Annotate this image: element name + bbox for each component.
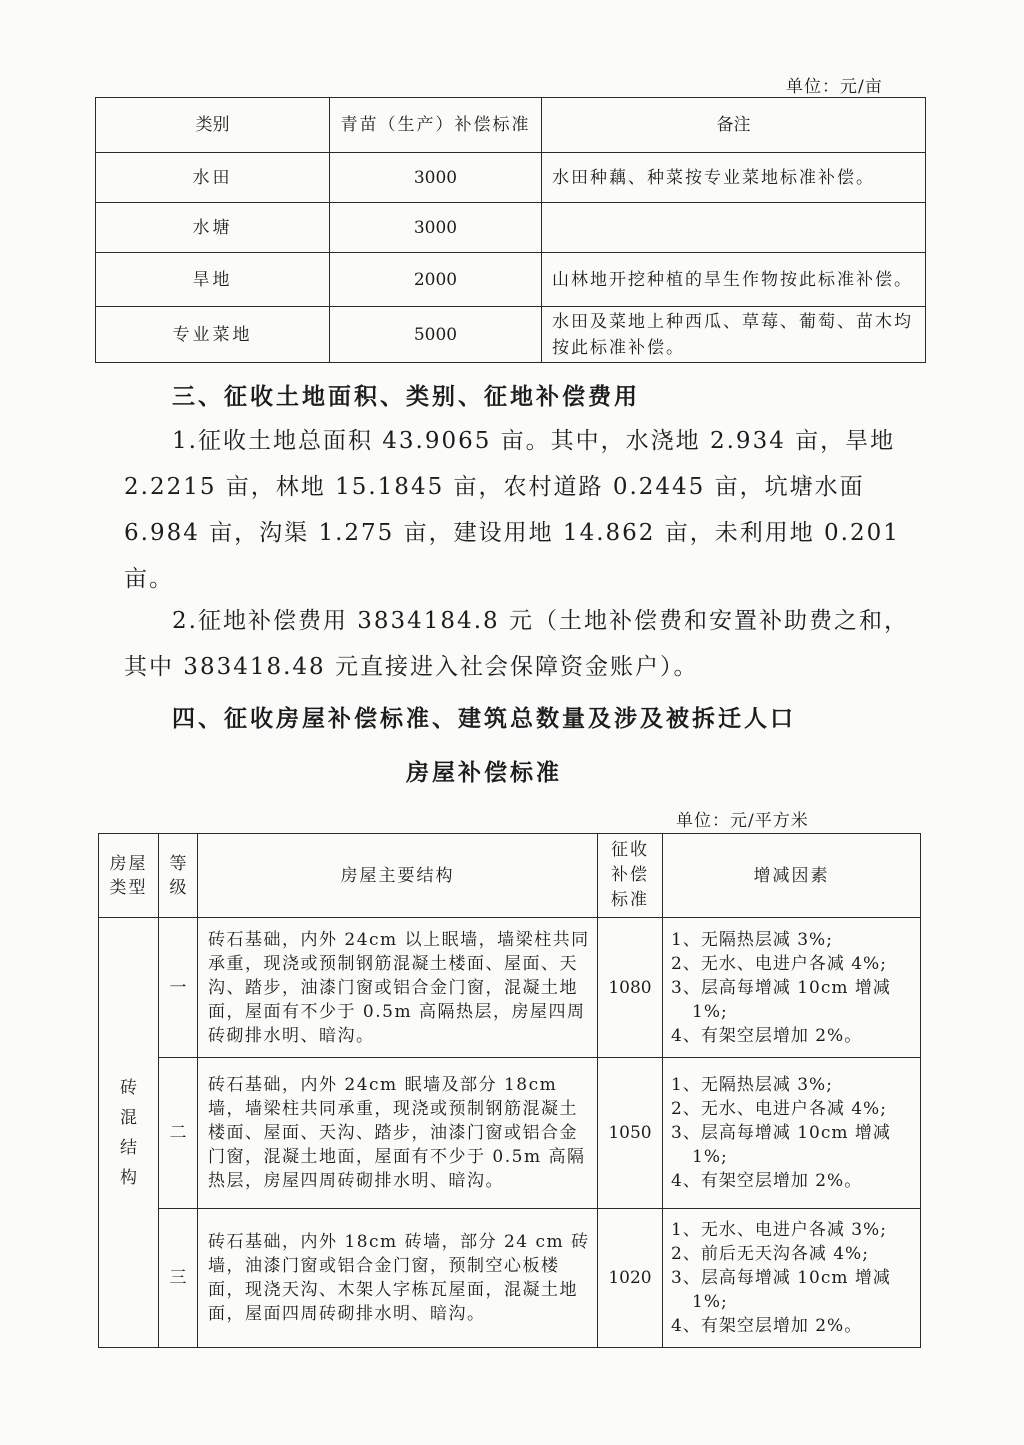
- table-row: [99, 1058, 921, 1209]
- house-type-text: 砖混结构: [120, 1077, 137, 1188]
- section3-paragraph-1: 1.征收土地总面积 43.9065 亩。其中，水浇地 2.934 亩，旱地 2.2215 亩，林地 15.1845 亩，农村道路 0.2445 亩，坑塘水面 6.984 亩，沟渠 1.275 亩，建设用地 14.862 亩，未利用地 0.201 亩。: [124, 428, 900, 592]
- cell-category: 旱地: [96, 253, 330, 307]
- cell-price: 1050: [598, 1058, 663, 1209]
- cell-standard: 2000: [330, 253, 542, 307]
- factor-item: 1、无隔热层减 3%;: [671, 1075, 833, 1095]
- factor-item: 3、层高每增减 10cm 增减: [671, 977, 891, 998]
- cell-category: 水田: [96, 153, 330, 203]
- factor-item: 2、无水、电进户各减 4%;: [671, 953, 887, 974]
- section3-paragraph-2: 2.征地补偿费用 3834184.8 元（土地补偿费和安置补助费之和，其中 383418.48 元直接进入社会保障资金账户）。: [124, 608, 909, 680]
- table-header-row: [96, 98, 926, 153]
- header-standard: 青苗（生产）补偿标准: [330, 98, 542, 153]
- factor-item: 1、无水、电进户各减 3%;: [671, 1220, 887, 1240]
- header-structure: 房屋主要结构: [198, 834, 598, 918]
- cell-factors: [663, 1058, 921, 1209]
- cell-grade: 一: [159, 918, 198, 1058]
- table-row: [99, 918, 921, 1058]
- header-factors: 增减因素: [663, 834, 921, 918]
- cell-price: 1020: [598, 1209, 663, 1348]
- green-crop-compensation-table: [95, 97, 926, 363]
- cell-standard: 3000: [330, 153, 542, 203]
- cell-grade: 三: [159, 1209, 198, 1348]
- house-table-title: 房屋补偿标准: [406, 759, 562, 786]
- header-price: [598, 834, 663, 918]
- factor-item: 1%;: [692, 1147, 728, 1167]
- cell-category: 水塘: [96, 203, 330, 253]
- header-note: 备注: [542, 98, 926, 153]
- table-row: [96, 153, 926, 203]
- factor-item: 1%;: [692, 1001, 728, 1022]
- factor-item: 4、有架空层增加 2%。: [671, 1171, 863, 1191]
- table-header-row: [99, 834, 921, 918]
- table-row: [96, 253, 926, 307]
- header-price-text: 征收补偿标准: [611, 840, 649, 910]
- factor-item: 2、无水、电进户各减 4%;: [671, 1099, 887, 1119]
- cell-note: 水田及菜地上种西瓜、草莓、葡萄、苗木均按此标准补偿。: [542, 307, 926, 363]
- factor-item: 2、前后无天沟各减 4%;: [671, 1244, 869, 1264]
- section3-heading: 三、征收土地面积、类别、征地补偿费用: [172, 383, 640, 410]
- header-house-type: [99, 834, 159, 918]
- cell-note: 水田种藕、种菜按专业菜地标准补偿。: [542, 153, 926, 203]
- cell-factors: [663, 918, 921, 1058]
- cell-note: [542, 203, 926, 253]
- factor-item: 4、有架空层增加 2%。: [671, 1316, 863, 1336]
- cell-standard: 3000: [330, 203, 542, 253]
- header-grade: [159, 834, 198, 918]
- table-row: [96, 307, 926, 363]
- factor-item: 1、无隔热层减 3%;: [671, 929, 833, 950]
- table2-unit-label: 单位：元/平方米: [676, 811, 809, 831]
- table1-unit-label: 单位：元/亩: [786, 77, 883, 97]
- cell-category: 专业菜地: [96, 307, 330, 363]
- cell-structure: 砖石基础，内外 24cm 以上眠墙，墙梁柱共同承重，现浇或预制钢筋混凝土楼面、屋面、天沟、踏步，油漆门窗或铝合金门窗，混凝土地面，屋面有不少于 0.5m 高隔热层，房屋四周砖砌排水明、暗沟。: [198, 918, 598, 1058]
- cell-structure: 砖石基础，内外 18cm 砖墙，部分 24 cm 砖墙，油漆门窗或铝合金门窗，预制空心板楼面，现浇天沟、木架人字栋瓦屋面，混凝土地面，屋面四周砖砌排水明、暗沟。: [198, 1209, 598, 1348]
- header-house-type-text: 房屋类型: [109, 853, 148, 898]
- cell-standard: 5000: [330, 307, 542, 363]
- factor-item: 1%;: [692, 1292, 728, 1312]
- house-compensation-table: [98, 833, 921, 1348]
- table-row: [96, 203, 926, 253]
- header-grade-text: 等级: [169, 853, 187, 898]
- cell-price: 1080: [598, 918, 663, 1058]
- table-row: [99, 1209, 921, 1348]
- cell-structure: 砖石基础，内外 24cm 眠墙及部分 18cm 墙，墙梁柱共同承重，现浇或预制钢筋混凝土楼面、屋面、天沟、踏步，油漆门窗或铝合金门窗，混凝土地面，屋面有不少于 0.5m 高隔热层，房屋四周砖砌排水明、暗沟。: [198, 1058, 598, 1209]
- factor-item: 3、层高每增减 10cm 增减: [671, 1123, 891, 1143]
- section4-heading: 四、征收房屋补偿标准、建筑总数量及涉及被拆迁人口: [172, 705, 796, 732]
- cell-note: 山林地开挖种植的旱生作物按此标准补偿。: [542, 253, 926, 307]
- cell-grade: 二: [159, 1058, 198, 1209]
- cell-house-type: [99, 918, 159, 1348]
- factor-item: 4、有架空层增加 2%。: [671, 1025, 863, 1046]
- cell-factors: [663, 1209, 921, 1348]
- factor-item: 3、层高每增减 10cm 增减: [671, 1268, 891, 1288]
- header-category: 类别: [96, 98, 330, 153]
